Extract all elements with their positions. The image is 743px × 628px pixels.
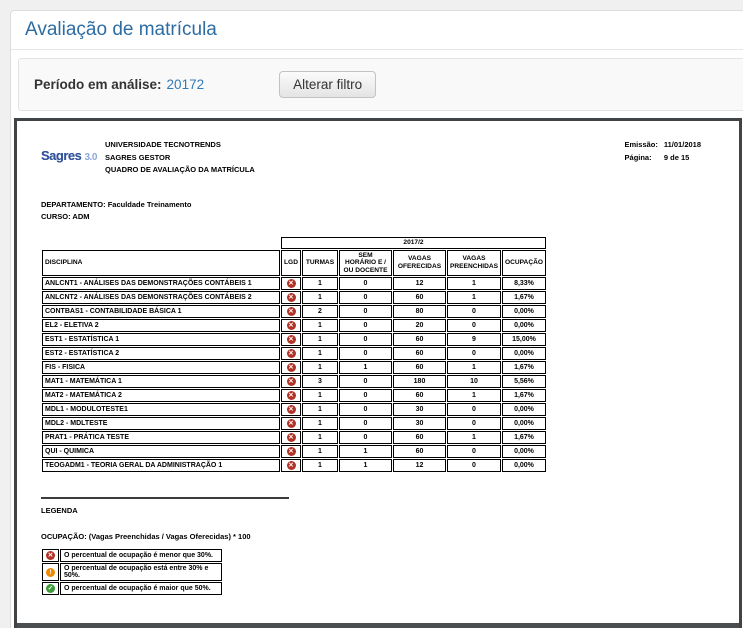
discipline-row	[42, 319, 546, 332]
legend-icon-cell	[42, 582, 59, 595]
discipline-row	[42, 305, 546, 318]
discipline-row	[42, 277, 546, 290]
sagres-logo-text: Sagres	[41, 148, 82, 163]
legend-table	[41, 548, 223, 596]
sem-horario-cell: 1	[339, 459, 392, 472]
discipline-cell: MAT1 - MATEMÁTICA 1	[42, 375, 280, 388]
period-label: Período em análise:	[34, 77, 162, 92]
lgd-cell	[281, 291, 301, 304]
col-header-disciplina: DISCIPLINA	[42, 250, 280, 277]
page-gap	[17, 623, 739, 628]
ocupacao-cell: 8,33%	[502, 277, 546, 290]
period-header: 2017/2	[281, 237, 546, 249]
turmas-cell: 1	[302, 459, 338, 472]
ocupacao-cell: 1,67%	[502, 389, 546, 402]
vagas-oferecidas-cell: 60	[393, 333, 446, 346]
discipline-cell: FIS - FISICA	[42, 361, 280, 374]
vagas-preenchidas-cell: 0	[447, 459, 501, 472]
red-x-icon: ✕	[288, 350, 294, 357]
turmas-cell: 1	[302, 277, 338, 290]
turmas-cell: 3	[302, 375, 338, 388]
vagas-preenchidas-cell: 0	[447, 445, 501, 458]
report-header-info	[625, 139, 701, 164]
sagres-logo-version: 3.0	[84, 152, 97, 163]
legend-formula	[41, 532, 739, 541]
vagas-preenchidas-cell: 1	[447, 361, 501, 374]
alter-filter-button[interactable]: Alterar filtro	[279, 71, 376, 98]
red-x-icon: ✕	[288, 420, 294, 427]
red-x-icon: ✕	[47, 552, 54, 559]
sem-horario-cell: 0	[339, 277, 392, 290]
discipline-cell: PRAT1 - PRÁTICA TESTE	[42, 431, 280, 444]
discipline-cell: TEOGADM1 - TEORIA GERAL DA ADMINISTRAÇÃO 1	[42, 459, 280, 472]
vagas-oferecidas-cell: 60	[393, 347, 446, 360]
legend-title: LEGENDA	[41, 506, 78, 515]
ocupacao-cell: 0,00%	[502, 403, 546, 416]
turmas-cell: 1	[302, 431, 338, 444]
discipline-cell: EST2 - ESTATÍSTICA 2	[42, 347, 280, 360]
discipline-row	[42, 333, 546, 346]
sem-horario-cell: 0	[339, 417, 392, 430]
report-page	[17, 121, 739, 623]
institution-name: UNIVERSIDADE TECNOTRENDS	[105, 140, 221, 149]
lgd-cell	[281, 403, 301, 416]
turmas-cell: 1	[302, 389, 338, 402]
sem-horario-cell: 0	[339, 389, 392, 402]
red-x-icon: ✕	[288, 448, 294, 455]
turmas-cell: 1	[302, 333, 338, 346]
lgd-cell	[281, 459, 301, 472]
course-value: ADM	[72, 211, 90, 221]
vagas-oferecidas-cell: 60	[393, 431, 446, 444]
discipline-cell: MDL2 - MDLTESTE	[42, 417, 280, 430]
vagas-oferecidas-cell: 30	[393, 417, 446, 430]
column-header-row	[42, 250, 546, 277]
discipline-cell: EL2 - ELETIVA 2	[42, 319, 280, 332]
vagas-oferecidas-cell: 80	[393, 305, 446, 318]
discipline-row	[42, 291, 546, 304]
report-meta	[17, 177, 739, 223]
legend-icon-cell	[42, 563, 59, 581]
legend-formula-text: (Vagas Preenchidas / Vagas Oferecidas) * 100	[88, 532, 251, 541]
vagas-oferecidas-cell: 60	[393, 389, 446, 402]
discipline-cell: ANLCNT1 - ANÁLISES DAS DEMONSTRAÇÕES CONTÁBEIS 1	[42, 277, 280, 290]
ocupacao-cell: 0,00%	[502, 459, 546, 472]
legend-tbody	[42, 549, 222, 595]
discipline-cell: QUI - QUIMICA	[42, 445, 280, 458]
vagas-oferecidas-cell: 180	[393, 375, 446, 388]
discipline-cell: MAT2 - MATEMÁTICA 2	[42, 389, 280, 402]
red-x-icon: ✕	[288, 462, 294, 469]
lgd-cell	[281, 389, 301, 402]
course-label: CURSO:	[41, 211, 71, 221]
discipline-row	[42, 403, 546, 416]
vagas-preenchidas-cell: 1	[447, 277, 501, 290]
sem-horario-cell: 0	[339, 319, 392, 332]
discipline-row	[42, 445, 546, 458]
discipline-cell: MDL1 - MODULOTESTE1	[42, 403, 280, 416]
course-line	[41, 211, 739, 223]
discipline-row	[42, 389, 546, 402]
vagas-preenchidas-cell: 1	[447, 291, 501, 304]
department-line	[41, 199, 739, 211]
ocupacao-cell: 0,00%	[502, 445, 546, 458]
discipline-row	[42, 459, 546, 472]
ocupacao-cell: 15,00%	[502, 333, 546, 346]
blank-header-cell	[42, 237, 280, 249]
lgd-cell	[281, 277, 301, 290]
sem-horario-cell: 1	[339, 361, 392, 374]
vagas-preenchidas-cell: 0	[447, 305, 501, 318]
sem-horario-cell: 1	[339, 445, 392, 458]
ocupacao-cell: 1,67%	[502, 291, 546, 304]
sagres-logo	[41, 148, 105, 163]
sem-horario-cell: 0	[339, 347, 392, 360]
col-header-sem-horario: SEM HORÁRIO E / OU DOCENTE	[339, 250, 392, 277]
app-card	[10, 10, 743, 628]
discipline-row	[42, 375, 546, 388]
legend-row	[42, 582, 222, 595]
report-header	[17, 121, 739, 177]
page-number-value: 9 de 15	[663, 152, 690, 162]
vagas-preenchidas-cell: 0	[447, 403, 501, 416]
lgd-cell	[281, 445, 301, 458]
lgd-cell	[281, 319, 301, 332]
department-value: Faculdade Treinamento	[107, 199, 192, 209]
col-header-lgd: LGD	[281, 250, 301, 277]
period-value: 20172	[166, 77, 205, 92]
ocupacao-cell: 0,00%	[502, 319, 546, 332]
report-header-titles	[105, 139, 255, 177]
vagas-preenchidas-cell: 0	[447, 417, 501, 430]
red-x-icon: ✕	[288, 378, 294, 385]
legend-divider	[41, 497, 289, 499]
red-x-icon: ✕	[288, 308, 294, 315]
vagas-preenchidas-cell: 10	[447, 375, 501, 388]
ocupacao-cell: 1,67%	[502, 361, 546, 374]
ocupacao-cell: 0,00%	[502, 347, 546, 360]
legend-row	[42, 563, 222, 581]
lgd-cell	[281, 375, 301, 388]
discipline-row	[42, 347, 546, 360]
emission-value: 11/01/2018	[663, 140, 701, 149]
col-header-turmas: TURMAS	[302, 250, 338, 277]
red-x-icon: ✕	[288, 406, 294, 413]
sem-horario-cell: 0	[339, 333, 392, 346]
vagas-preenchidas-cell: 1	[447, 389, 501, 402]
discipline-row	[42, 361, 546, 374]
turmas-cell: 2	[302, 305, 338, 318]
legend-text-cell: O percentual de ocupação está entre 30% e 50%.	[60, 563, 222, 581]
turmas-cell: 1	[302, 361, 338, 374]
orange-exclamation-icon: !	[46, 568, 55, 577]
vagas-oferecidas-cell: 60	[393, 361, 446, 374]
red-x-icon: ✕	[288, 364, 294, 371]
discipline-cell: EST1 - ESTATÍSTICA 1	[42, 333, 280, 346]
discipline-cell: ANLCNT2 - ANÁLISES DAS DEMONSTRAÇÕES CONTÁBEIS 2	[42, 291, 280, 304]
vagas-preenchidas-cell: 9	[447, 333, 501, 346]
discipline-row	[42, 417, 546, 430]
department-label: DEPARTAMENTO:	[41, 199, 106, 209]
lgd-cell	[281, 431, 301, 444]
ocupacao-cell: 0,00%	[502, 305, 546, 318]
ocupacao-cell: 5,56%	[502, 375, 546, 388]
turmas-cell: 1	[302, 347, 338, 360]
col-header-vagas-oferecidas: VAGAS OFERECIDAS	[393, 250, 446, 277]
sem-horario-cell: 0	[339, 291, 392, 304]
red-x-icon: ✕	[288, 434, 294, 441]
legend-icon-cell	[42, 549, 59, 562]
disciplines-tbody	[42, 277, 546, 472]
turmas-cell: 1	[302, 319, 338, 332]
turmas-cell: 1	[302, 417, 338, 430]
red-x-icon: ✕	[288, 392, 294, 399]
sem-horario-cell: 0	[339, 403, 392, 416]
report-viewer[interactable]	[14, 118, 742, 628]
vagas-preenchidas-cell: 1	[447, 431, 501, 444]
red-x-icon: ✕	[288, 322, 294, 329]
disciplines-table	[41, 236, 547, 474]
turmas-cell: 1	[302, 291, 338, 304]
legend-row	[42, 549, 222, 562]
vagas-preenchidas-cell: 0	[447, 319, 501, 332]
sem-horario-cell: 0	[339, 431, 392, 444]
vagas-oferecidas-cell: 30	[393, 403, 446, 416]
sem-horario-cell: 0	[339, 375, 392, 388]
vagas-oferecidas-cell: 60	[393, 445, 446, 458]
system-name: SAGRES GESTOR	[105, 152, 171, 162]
ocupacao-cell: 1,67%	[502, 431, 546, 444]
legend-formula-label: OCUPAÇÃO:	[41, 532, 87, 541]
green-check-icon: ✓	[47, 585, 54, 592]
legend-text-cell: O percentual de ocupação é menor que 30%.	[60, 549, 222, 562]
lgd-cell	[281, 305, 301, 318]
col-header-ocupacao: OCUPAÇÃO	[502, 250, 546, 277]
turmas-cell: 1	[302, 403, 338, 416]
sem-horario-cell: 0	[339, 305, 392, 318]
page-title: Avaliação de matrícula	[25, 19, 217, 40]
emission-label: Emissão:	[624, 140, 658, 149]
red-x-icon: ✕	[288, 336, 294, 343]
lgd-cell	[281, 417, 301, 430]
vagas-oferecidas-cell: 60	[393, 291, 446, 304]
vagas-oferecidas-cell: 20	[393, 319, 446, 332]
filter-panel	[18, 58, 743, 111]
red-x-icon: ✕	[288, 280, 294, 287]
page-number-label: Página:	[624, 152, 652, 162]
vagas-oferecidas-cell: 12	[393, 277, 446, 290]
vagas-preenchidas-cell: 0	[447, 347, 501, 360]
discipline-cell: CONTBAS1 - CONTABILIDADE BÁSICA 1	[42, 305, 280, 318]
period-header-row	[42, 237, 546, 249]
lgd-cell	[281, 333, 301, 346]
report-title: QUADRO DE AVALIAÇÃO DA MATRÍCULA	[105, 165, 255, 174]
col-header-vagas-preenchidas: VAGAS PREENCHIDAS	[447, 250, 501, 277]
lgd-cell	[281, 347, 301, 360]
legend-text-cell: O percentual de ocupação é maior que 50%.	[60, 582, 222, 595]
vagas-oferecidas-cell: 12	[393, 459, 446, 472]
lgd-cell	[281, 361, 301, 374]
ocupacao-cell: 0,00%	[502, 417, 546, 430]
page-header	[11, 11, 743, 50]
turmas-cell: 1	[302, 445, 338, 458]
discipline-row	[42, 431, 546, 444]
red-x-icon: ✕	[288, 294, 294, 301]
